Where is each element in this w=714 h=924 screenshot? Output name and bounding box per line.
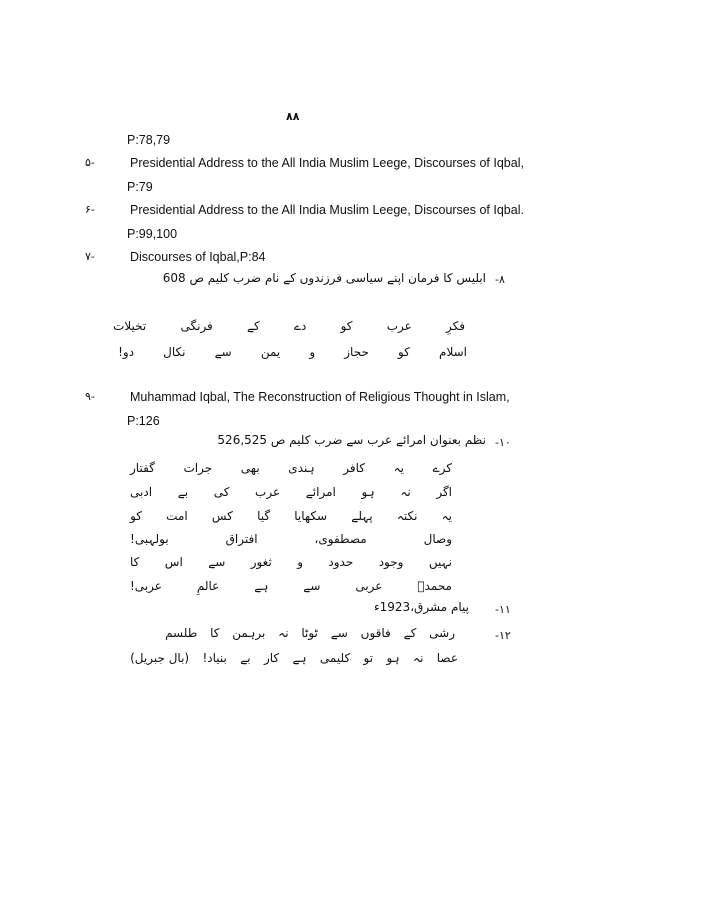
verse-word: حدود — [328, 555, 354, 569]
verse-word: سکھایا — [294, 509, 328, 523]
verse-word: ہے — [292, 651, 307, 665]
note-10-verse-1 — [130, 462, 452, 474]
verse-word: سے — [208, 555, 226, 569]
verse-word: نہ — [400, 485, 411, 499]
verse-word: ثغور — [250, 555, 272, 569]
verse-word: نہ — [278, 626, 289, 640]
verse-word: طلسم — [165, 626, 198, 640]
verse-word: جرات — [183, 461, 213, 475]
verse-word: نہیں — [428, 555, 452, 569]
verse-word: کی — [213, 485, 230, 499]
note-10-verse-3 — [130, 510, 452, 522]
note-12-verse-2 — [130, 652, 458, 664]
verse-word: اس — [164, 555, 183, 569]
note-6-number: ۶- — [85, 203, 95, 216]
note-12-verse-1 — [165, 627, 455, 639]
verse-word: یمن — [260, 345, 281, 359]
verse-word: حجاز — [344, 345, 369, 359]
verse-word: کو — [130, 509, 142, 523]
verse-word: رشی — [429, 626, 455, 640]
verse-word: افتراق — [225, 532, 258, 546]
verse-word: کو — [340, 319, 353, 333]
note-7-text: Discourses of Iqbal,P:84 — [130, 250, 266, 264]
verse-word: بنیاد! — [202, 651, 227, 665]
verse-word: دو! — [118, 345, 135, 359]
verse-word: کا — [130, 555, 140, 569]
verse-word: ادبی — [130, 485, 153, 499]
note-10-verse-2 — [130, 486, 452, 498]
verse-word: پہلے — [351, 509, 373, 523]
verse-word: عرب — [386, 319, 412, 333]
verse-word: سے — [214, 345, 232, 359]
note-12-number: -۱۲ — [495, 629, 511, 642]
verse-word: کا — [210, 626, 220, 640]
verse-word: و — [297, 555, 304, 569]
verse-word: عربی! — [130, 579, 162, 593]
note-5-continuation: P:79 — [127, 180, 153, 194]
verse-word: عربی — [355, 579, 383, 593]
note-10-number: -۱۰ — [495, 436, 511, 449]
verse-word: نکتہ — [396, 509, 418, 523]
note-6-text: Presidential Address to the All India Muslim Leege, Discourses of Iqbal. — [130, 203, 524, 217]
note-10-verse-4 — [130, 533, 452, 545]
verse-word: گیا — [257, 509, 271, 523]
note-4-continuation: P:78,79 — [127, 133, 171, 147]
verse-word: اسلام — [439, 345, 467, 359]
verse-word: کو — [397, 345, 410, 359]
note-6-continuation: P:99,100 — [127, 227, 178, 241]
verse-word: سے — [303, 579, 321, 593]
verse-word: اگر — [436, 485, 452, 499]
note-8-number: -۸ — [495, 273, 505, 286]
verse-word: وجود — [378, 555, 404, 569]
verse-word: عرب — [255, 485, 281, 499]
verse-word: فکرِ — [446, 319, 465, 333]
verse-word: محمدؐ — [417, 579, 452, 593]
verse-word: گفتار — [130, 461, 155, 475]
verse-word: ہو — [361, 485, 375, 499]
verse-word: دے — [293, 319, 307, 333]
note-7-number: ۷- — [85, 250, 95, 263]
verse-word: فرنگی — [180, 319, 213, 333]
note-8-heading: ابلیس کا فرمان اپنے سیاسی فرزندوں کے نام ضرب کلیم ص 608 — [162, 271, 486, 285]
verse-word: امرائے — [305, 485, 336, 499]
note-9-number: ۹- — [85, 390, 95, 403]
verse-word: کے — [403, 626, 417, 640]
verse-word: ہندی — [288, 461, 315, 475]
note-5-text: Presidential Address to the All India Muslim Leege, Discourses of Iqbal, — [130, 156, 524, 170]
verse-word: تخیلات — [113, 319, 147, 333]
note-10-verse-5 — [130, 556, 452, 568]
verse-word: کے — [247, 319, 260, 333]
note-8-verse-1 — [113, 320, 465, 332]
note-11-text: پیام مشرق،1923ء — [373, 600, 469, 614]
verse-word: بولہبی! — [130, 532, 169, 546]
note-9-continuation: P:126 — [127, 414, 160, 428]
verse-word: برہمن — [232, 626, 266, 640]
note-5-number: ۵- — [85, 156, 95, 169]
page-number: ۸۸ — [286, 110, 300, 123]
verse-word: کار — [263, 651, 280, 665]
verse-word: سے — [330, 626, 348, 640]
verse-word: ٹوٹا — [301, 626, 318, 640]
verse-word: فاقوں — [360, 626, 391, 640]
verse-word: بے — [240, 651, 251, 665]
verse-word: کافر — [343, 461, 365, 475]
verse-word: نکال — [163, 345, 186, 359]
verse-word: تو — [363, 651, 374, 665]
verse-word: و — [309, 345, 316, 359]
verse-word: ہے — [254, 579, 269, 593]
verse-word: وصال — [423, 532, 452, 546]
verse-word: یہ — [441, 509, 452, 523]
note-10-verse-6 — [130, 580, 452, 592]
verse-word: (بال جبریل) — [130, 651, 190, 665]
verse-word: یہ — [393, 461, 404, 475]
verse-word: مصطفوی، — [314, 532, 367, 546]
verse-word: عالمِ — [196, 579, 220, 593]
verse-word: بے — [177, 485, 189, 499]
verse-word: بھی — [240, 461, 260, 475]
note-9-text: Muhammad Iqbal, The Reconstruction of Religious Thought in Islam, — [130, 390, 510, 404]
verse-word: عصا — [436, 651, 458, 665]
verse-word: کس — [211, 509, 233, 523]
note-11-number: -۱۱ — [495, 603, 511, 616]
verse-word: کرے — [432, 461, 452, 475]
verse-word: امت — [166, 509, 188, 523]
verse-word: نہ — [413, 651, 424, 665]
note-8-verse-2 — [118, 346, 467, 358]
note-10-heading: نظم بعنوان امرائے عرب سے ضرب کلیم ص 526,525 — [217, 433, 486, 447]
verse-word: ہو — [386, 651, 400, 665]
verse-word: کلیمی — [319, 651, 351, 665]
